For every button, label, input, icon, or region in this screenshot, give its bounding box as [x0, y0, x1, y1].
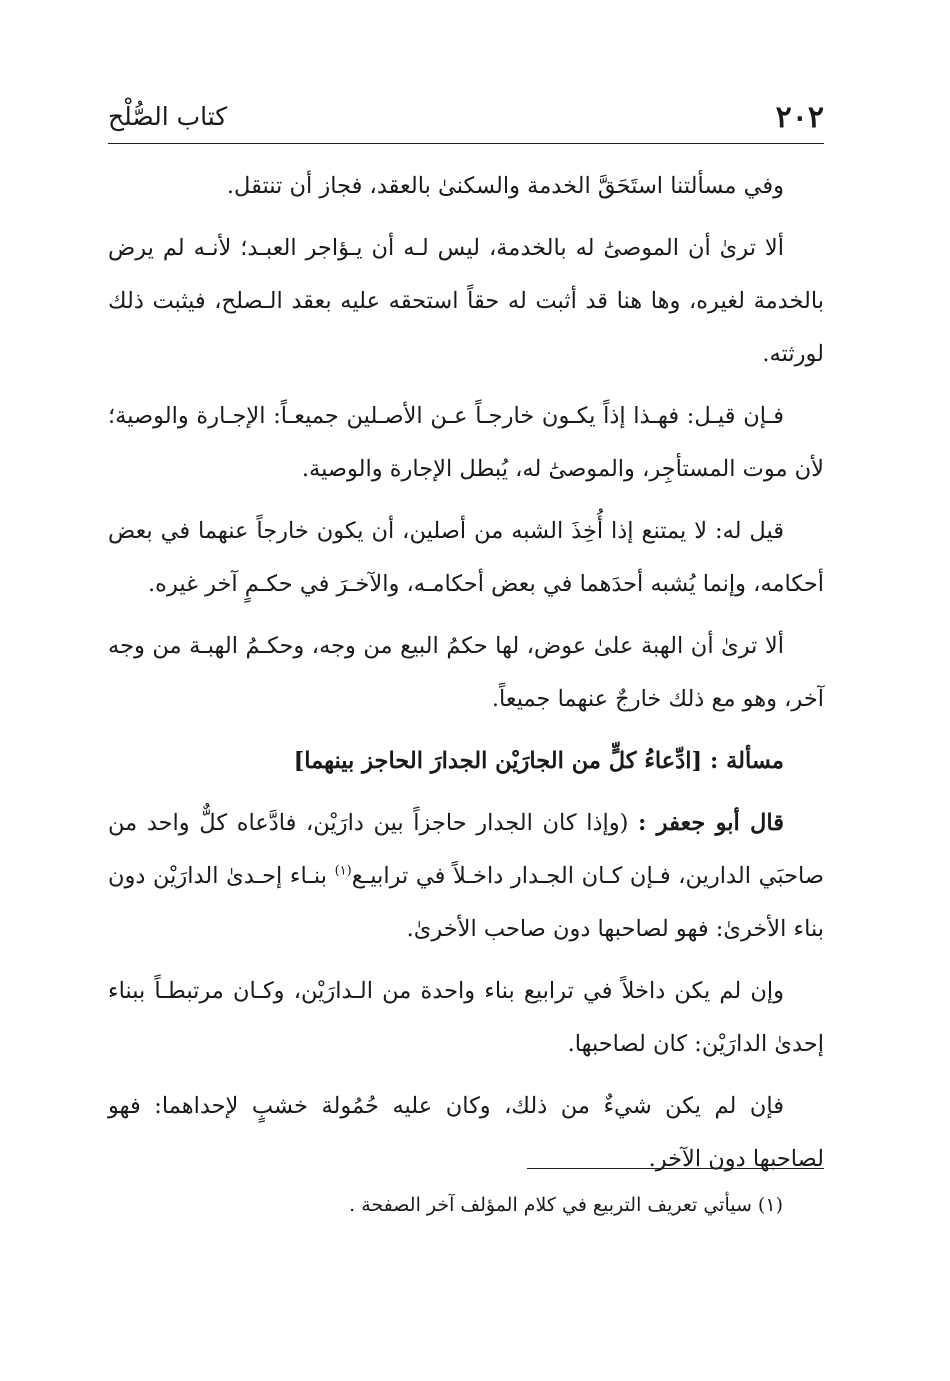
paragraph: ألا ترىٰ أن الموصىَٰ له بالخدمة، ليس لـه أن يـؤاجر العبـد؛ لأنـه لم يرض بالخدمة لغيره، وها هنا قد أثبت له حقاً استحقه عليه بعقد الـصلح، فيثبت ذلك لورثته. [108, 235, 824, 367]
paragraph: فإن لم يكن شيءٌ من ذلك، وكان عليه حُمُولة خشبٍ لإحداهما: فهو لصاحبها دون الآخر. [108, 1093, 824, 1172]
paragraph: قيل له: لا يمتنع إذا أُخِذَ الشبه من أصلين، أن يكون خارجاً عنهما في بعض أحكامه، وإنما يُشبه أحدَهما في بعض أحكامـه، والآخـرَ في حكـمٍ آخر غيره. [108, 518, 824, 597]
page-number: ٢٠٢ [775, 100, 824, 135]
quote-paragraph [108, 797, 824, 956]
footnote-rule [527, 1168, 824, 1169]
quote-text-continued: بنـاء إحـدىٰ الدارَيْن دون بناء الأخرىٰ: فهو لصاحبها دون صاحب الأخرىٰ. [108, 863, 824, 942]
paragraph: وفي مسألتنا استَحَقَّ الخدمة والسكنىٰ بالعقد، فجاز أن تنتقل. [226, 173, 784, 199]
page-header [108, 98, 824, 138]
issue-heading: مسألة : [ادِّعاءُ كلٍّ من الجارَيْن الجدارَ الحاجز بينهما] [293, 748, 784, 774]
quote-text: (وإذا كان الجدار حاجزاً بين دارَيْن، فادَّعاه كلٌّ واحد من صاحبَي الدارين، فـإن كـان الجـدار داخـلاً في ترابيـع [108, 810, 824, 889]
paragraph: فـإن قيـل: فهـذا إذاً يكـون خارجـاً عـن الأصـلين جميعـاً: الإجـارة والوصية؛ لأن موت المستأجِر، والموصىَٰ له، يُبطل الإجارة والوصية. [108, 403, 824, 482]
quote-speaker: قال أبو جعفر : [638, 810, 784, 836]
header-rule [108, 143, 824, 144]
paragraph: وإن لم يكن داخلاً في ترابيع بناء واحدة من الـدارَيْن، وكـان مرتبطـاً ببناء إحدىٰ الدارَيْن: كان لصاحبها. [108, 978, 824, 1057]
footnote-marker[interactable]: (١) [334, 863, 352, 879]
main-text [108, 160, 824, 1195]
running-title: كتاب الصُّلْح [108, 102, 228, 131]
paragraph: ألا ترىٰ أن الهبة علىٰ عوض، لها حكمُ البيع من وجه، وحكـمُ الهبـة من وجه آخر، وهو مع ذلك خارجٌ عنهما جميعاً. [108, 633, 824, 712]
footnote: (١) سيأتي تعريف التربيع في كلام المؤلف آخر الصفحة . [349, 1194, 783, 1216]
